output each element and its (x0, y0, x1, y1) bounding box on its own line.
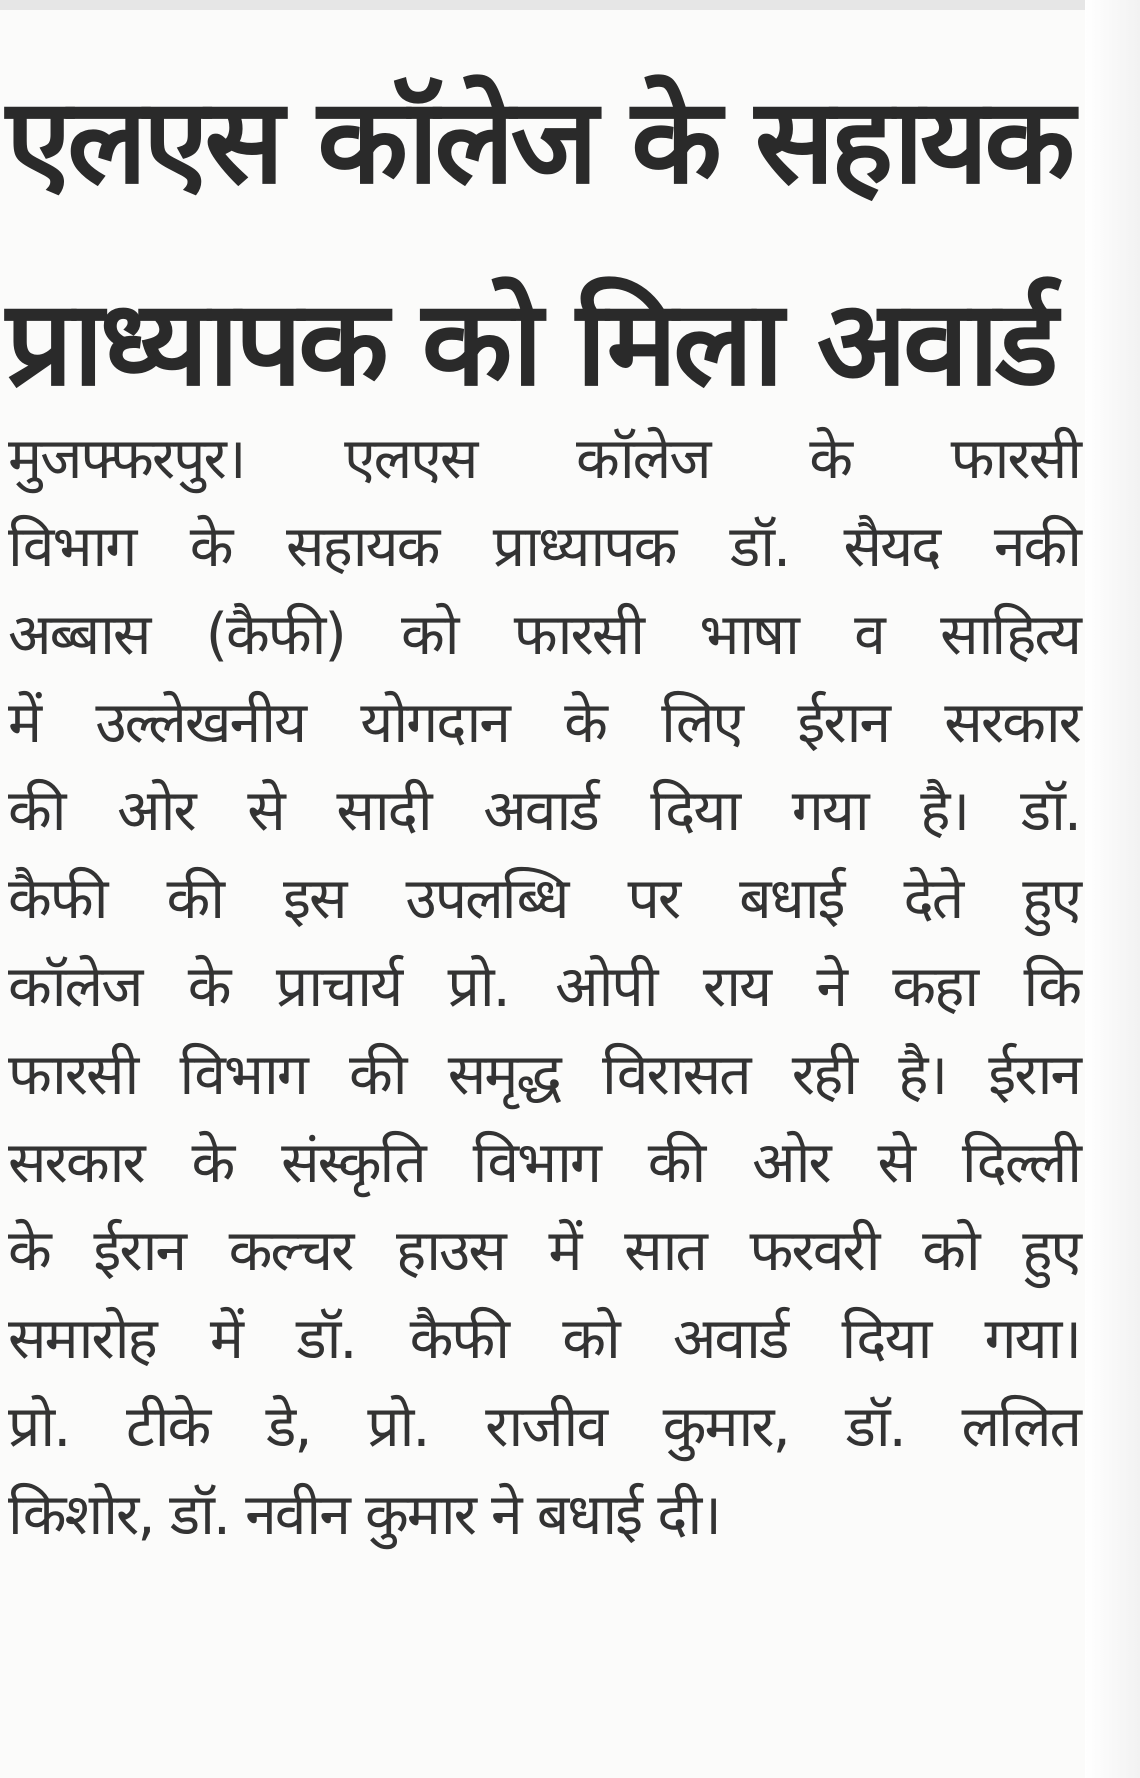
article-line: समारोह में डॉ. कैफी को अवार्ड दिया गया। (8, 1306, 1080, 1372)
article-line: सरकार के संस्कृति विभाग की ओर से दिल्ली (8, 1130, 1080, 1196)
article-line: कैफी की इस उपलब्धि पर बधाई देते हुए (8, 866, 1080, 932)
article-line: किशोर, डॉ. नवीन कुमार ने बधाई दी। (8, 1482, 720, 1548)
article-line: फारसी विभाग की समृद्ध विरासत रही है। ईरान (8, 1042, 1080, 1108)
article-body (8, 415, 1080, 1559)
article-line: अब्बास (कैफी) को फारसी भाषा व साहित्य (8, 602, 1080, 668)
right-edge-shadow (1085, 0, 1140, 1778)
headline-line-2: प्राध्यापक को मिला अवार्ड (6, 274, 1055, 412)
headline (6, 40, 1076, 444)
top-edge-strip (0, 0, 1140, 10)
article-line: प्रो. टीके डे, प्रो. राजीव कुमार, डॉ. ललित (8, 1394, 1080, 1460)
article-line: मुजफ्फरपुर। एलएस कॉलेज के फारसी (8, 426, 1080, 492)
article-line: के ईरान कल्चर हाउस में सात फरवरी को हुए (8, 1218, 1080, 1284)
article-line: में उल्लेखनीय योगदान के लिए ईरान सरकार (8, 690, 1080, 756)
article-line: की ओर से सादी अवार्ड दिया गया है। डॉ. (8, 778, 1080, 844)
article-line: विभाग के सहायक प्राध्यापक डॉ. सैयद नकी (8, 514, 1080, 580)
article-line: कॉलेज के प्राचार्य प्रो. ओपी राय ने कहा कि (8, 954, 1080, 1020)
headline-line-1: एलएस कॉलेज के सहायक (6, 72, 1071, 210)
